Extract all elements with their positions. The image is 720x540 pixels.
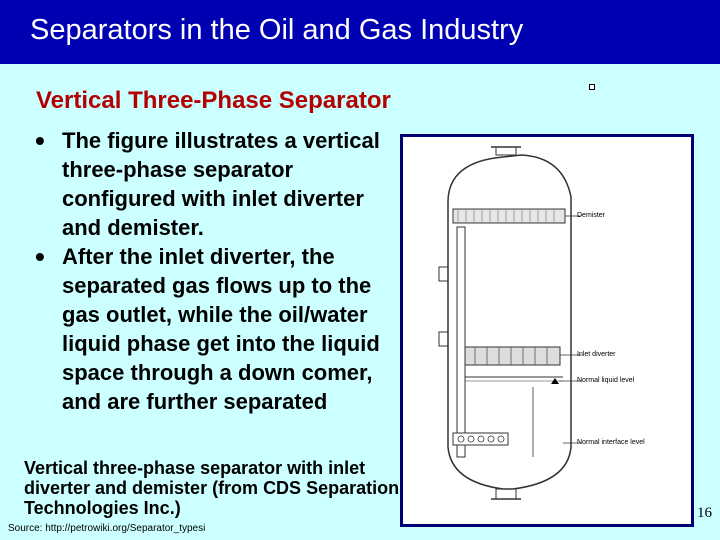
side-nozzle: [439, 267, 448, 281]
page-title: Separators in the Oil and Gas Industry: [30, 14, 524, 46]
downcomer-pipe: [457, 227, 465, 457]
bullet-text: After the inlet diverter, the separated gas flows up to the gas outlet, while the oil/water liquid phase get into the liquid space through a down comer, and are further separated: [62, 244, 380, 414]
liquid-level-label: Normal liquid level: [577, 377, 635, 384]
side-nozzle: [439, 332, 448, 346]
separator-diagram: [403, 137, 691, 524]
small-square-mark: [589, 84, 595, 90]
inlet-diverter-label: Inlet diverter: [577, 351, 616, 358]
spreader-pipe: [453, 433, 508, 445]
gas-outlet-nozzle: [496, 147, 516, 155]
bullet-dot-icon: •: [35, 125, 45, 156]
separator-figure: [400, 134, 694, 527]
figure-caption: Vertical three-phase separator with inlet diverter and demister (from CDS Separation Technologies Inc.): [24, 458, 400, 518]
bullet-item: [35, 241, 392, 416]
source-citation: Source: http://petrowiki.org/Separator_typesi: [8, 523, 206, 534]
section-subtitle: Vertical Three-Phase Separator: [36, 87, 391, 114]
demister-label: Demister: [577, 212, 606, 219]
bullet-text: The figure illustrates a vertical three-phase separator configured with inlet diverter and demister.: [62, 128, 380, 240]
interface-level-label: Normal interface level: [577, 439, 645, 446]
page-number: 16: [697, 505, 712, 521]
water-outlet-nozzle: [496, 489, 516, 499]
title-bar: [0, 0, 720, 64]
bullet-item: [35, 125, 392, 242]
bullet-dot-icon: •: [35, 241, 45, 272]
inlet-diverter: [465, 347, 560, 365]
demister-pad: [453, 209, 565, 223]
